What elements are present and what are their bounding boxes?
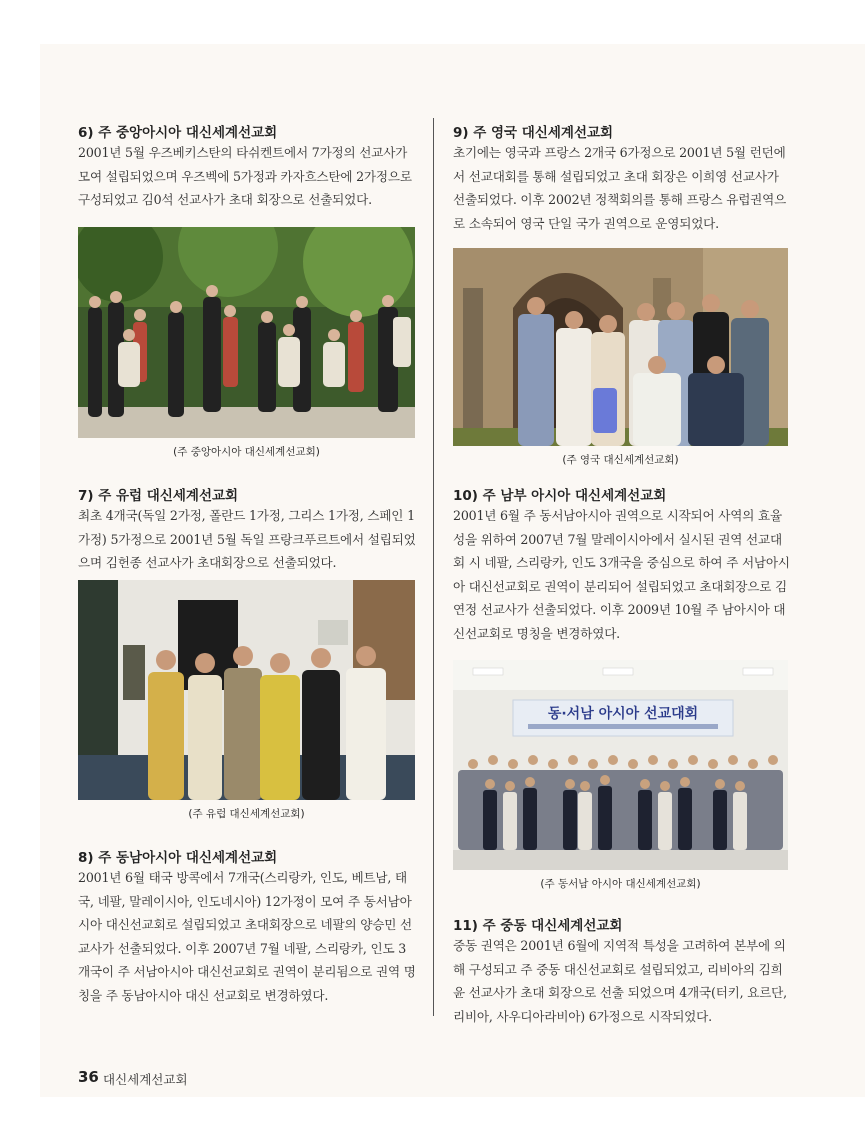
column-divider	[433, 118, 434, 1016]
caption-south-asia: (주 동서남 아시아 대신세계선교회)	[540, 878, 701, 890]
body-central-asia: 2001년 5월 우즈베키스탄의 타쉬켄트에서 7가정의 선교사가 모여 설립되었으며 우즈벡에 5가정과 카자흐스탄에 2가정으로 구성되었고 김0석 선교사가 초대 회장으로 선출되었다.	[78, 145, 412, 207]
caption-europe: (주 유럽 대신세계선교회)	[188, 808, 305, 820]
body-middle-east: 중동 권역은 2001년 6월에 지역적 특성을 고려하여 본부에 의해 구성되고 주 중동 대신선교회로 설립되었고, 리비아의 김희윤 선교사가 초대 회장으로 선출 되었으며 4개국(터키, 요르단, 리비아, 사우디아라비아) 6가정으로 시작되었다.	[453, 938, 787, 1024]
body-europe: 최초 4개국(독일 2가정, 폴란드 1가정, 그리스 1가정, 스페인 1가정) 5가정으로 2001년 5월 독일 프랑크푸르트에서 설립되었으며 김헌종 선교사가 초대회장으로 선출되었다.	[78, 508, 416, 570]
heading-south-asia: 10) 주 남부 아시아 대신세계선교회	[453, 488, 667, 504]
heading-central-asia: 6) 주 중앙아시아 대신세계선교회	[78, 125, 278, 141]
page-number: 36	[78, 1068, 99, 1086]
caption-central-asia: (주 중앙아시아 대신세계선교회)	[173, 446, 320, 458]
banner-text: 동·서남 아시아 선교대회	[547, 706, 699, 722]
footer-title: 대신세계선교회	[103, 1072, 188, 1087]
heading-uk: 9) 주 영국 대신세계선교회	[453, 125, 614, 141]
heading-southeast-asia: 8) 주 동남아시아 대신세계선교회	[78, 850, 278, 866]
heading-europe: 7) 주 유럽 대신세계선교회	[78, 488, 239, 504]
heading-middle-east: 11) 주 중동 대신세계선교회	[453, 918, 623, 934]
body-south-asia: 2001년 6월 주 동서남아시아 권역으로 시작되어 사역의 효율성을 위하여 2007년 7월 말레이시아에서 실시된 권역 선교대회 시 네팔, 스리랑카, 인도 3개국을 중심으로 하여 주 서남아시아 대신선교회로 권역이 분리되어 설립되었고 초대회장으로 김연정 선교사가 선출되었다. 이후 2009년 10월 주 남아시아 대신선교회로 명칭을 변경하였다.	[453, 508, 790, 641]
photo-south-asia-group	[453, 660, 788, 870]
photo-uk-group	[453, 248, 788, 446]
photo-europe-group	[78, 580, 415, 800]
body-uk: 초기에는 영국과 프랑스 2개국 6가정으로 2001년 5월 런던에서 선교대회를 통해 설립되었고 초대 회장은 이희영 선교사가 선출되었다. 이후 2002년 정책회의를 통해 프랑스 유럽권역으로 소속되어 영국 단일 국가 권역으로 운영되었다.	[453, 145, 787, 231]
caption-uk: (주 영국 대신세계선교회)	[562, 454, 679, 466]
body-southeast-asia: 2001년 6월 태국 방콕에서 7개국(스리랑카, 인도, 베트남, 태국, 네팔, 말레이시아, 인도네시아) 12가정이 모여 주 동서남아시아 대신선교회로 설립되었고 초대회장으로 네팔의 양승민 선교사가 선출되었다. 이후 2007년 7월 네팔, 스리랑카, 인도 3개국이 주 서남아시아 대신선교회로 권역이 분리됨으로 권역 명칭을 주 동남아시아 대신 선교회로 변경하였다.	[78, 870, 416, 1003]
photo-central-asia-group	[78, 227, 415, 438]
